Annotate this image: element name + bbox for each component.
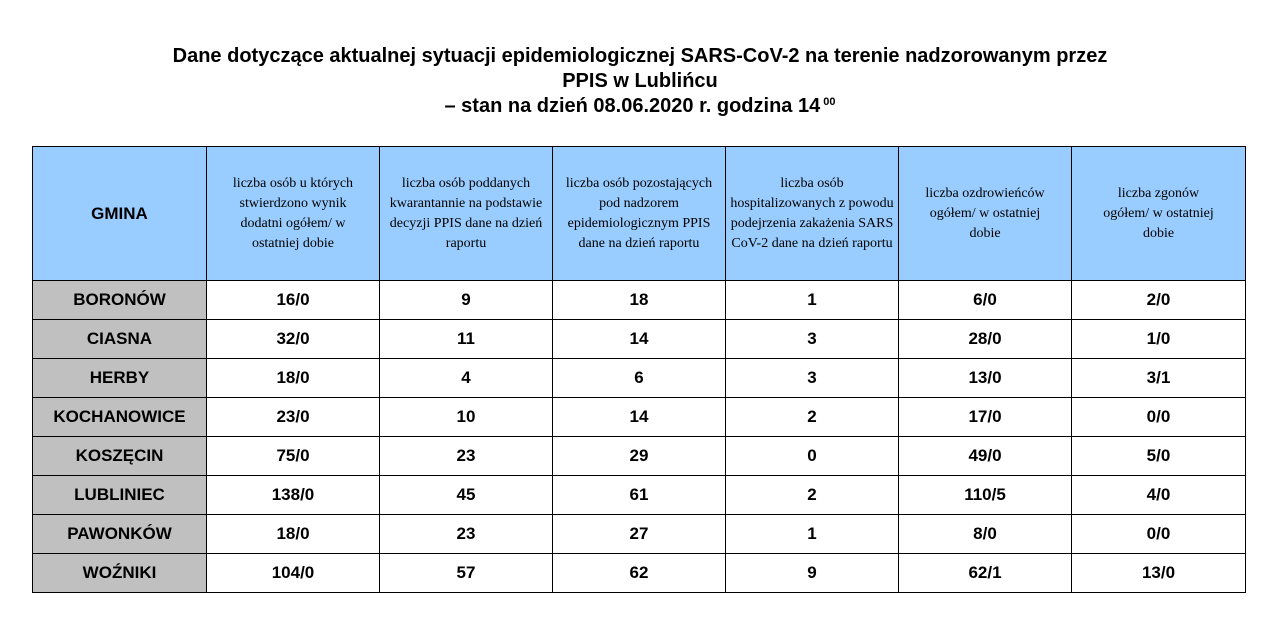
cell-recovered: 62/1 xyxy=(899,554,1072,593)
cell-quarantine: 57 xyxy=(380,554,553,593)
cell-deaths: 1/0 xyxy=(1072,320,1246,359)
cell-quarantine: 11 xyxy=(380,320,553,359)
cell-supervision: 14 xyxy=(553,320,726,359)
gmina-name-cell: BORONÓW xyxy=(33,281,207,320)
cell-supervision: 29 xyxy=(553,437,726,476)
table-row xyxy=(33,554,1246,593)
cell-supervision: 62 xyxy=(553,554,726,593)
cell-supervision: 18 xyxy=(553,281,726,320)
cell-hospitalized: 3 xyxy=(726,320,899,359)
table-row xyxy=(33,437,1246,476)
cell-positive-cases: 138/0 xyxy=(207,476,380,515)
table-row xyxy=(33,476,1246,515)
epidemic-data-table xyxy=(32,146,1246,593)
cell-recovered: 110/5 xyxy=(899,476,1072,515)
cell-supervision: 6 xyxy=(553,359,726,398)
table-row xyxy=(33,398,1246,437)
cell-deaths: 4/0 xyxy=(1072,476,1246,515)
cell-hospitalized: 2 xyxy=(726,476,899,515)
cell-recovered: 28/0 xyxy=(899,320,1072,359)
cell-hospitalized: 1 xyxy=(726,515,899,554)
cell-recovered: 6/0 xyxy=(899,281,1072,320)
cell-quarantine: 45 xyxy=(380,476,553,515)
table-row xyxy=(33,359,1246,398)
cell-supervision: 61 xyxy=(553,476,726,515)
gmina-name-cell: KOSZĘCIN xyxy=(33,437,207,476)
cell-hospitalized: 9 xyxy=(726,554,899,593)
cell-recovered: 8/0 xyxy=(899,515,1072,554)
cell-hospitalized: 0 xyxy=(726,437,899,476)
cell-deaths: 0/0 xyxy=(1072,398,1246,437)
cell-quarantine: 10 xyxy=(380,398,553,437)
title-line-3 xyxy=(0,94,1276,119)
gmina-name-cell: HERBY xyxy=(33,359,207,398)
gmina-name-cell: WOŹNIKI xyxy=(33,554,207,593)
cell-quarantine: 4 xyxy=(380,359,553,398)
table-header-row xyxy=(33,147,1246,281)
cell-deaths: 2/0 xyxy=(1072,281,1246,320)
column-header-recovered: liczba ozdrowieńców ogółem/ w ostatniej dobie xyxy=(899,147,1072,281)
cell-positive-cases: 75/0 xyxy=(207,437,380,476)
gmina-name-cell: CIASNA xyxy=(33,320,207,359)
cell-recovered: 13/0 xyxy=(899,359,1072,398)
cell-positive-cases: 18/0 xyxy=(207,359,380,398)
column-header-positive-cases: liczba osób u których stwierdzono wynik dodatni ogółem/ w ostatniej dobie xyxy=(207,147,380,281)
column-header-supervision: liczba osób pozostających pod nadzorem epidemiologicznym PPIS dane na dzień raportu xyxy=(553,147,726,281)
cell-positive-cases: 104/0 xyxy=(207,554,380,593)
title-line-1: Dane dotyczące aktualnej sytuacji epidemiologicznej SARS-CoV-2 na terenie nadzorowanym przez xyxy=(172,45,1108,67)
cell-quarantine: 23 xyxy=(380,515,553,554)
column-header-deaths: liczba zgonów ogółem/ w ostatniej dobie xyxy=(1072,147,1246,281)
cell-recovered: 17/0 xyxy=(899,398,1072,437)
cell-positive-cases: 16/0 xyxy=(207,281,380,320)
column-header-hospitalized: liczba osób hospitalizowanych z powodu podejrzenia zakażenia SARS CoV-2 dane na dzień raportu xyxy=(726,147,899,281)
table-row xyxy=(33,281,1246,320)
cell-hospitalized: 1 xyxy=(726,281,899,320)
table-row xyxy=(33,320,1246,359)
cell-quarantine: 23 xyxy=(380,437,553,476)
cell-positive-cases: 23/0 xyxy=(207,398,380,437)
cell-deaths: 3/1 xyxy=(1072,359,1246,398)
cell-deaths: 5/0 xyxy=(1072,437,1246,476)
gmina-name-cell: PAWONKÓW xyxy=(33,515,207,554)
gmina-name-cell: LUBLINIEC xyxy=(33,476,207,515)
column-header-gmina: GMINA xyxy=(33,147,207,281)
cell-supervision: 14 xyxy=(553,398,726,437)
gmina-name-cell: KOCHANOWICE xyxy=(33,398,207,437)
cell-quarantine: 9 xyxy=(380,281,553,320)
table-body xyxy=(33,281,1246,593)
cell-positive-cases: 18/0 xyxy=(207,515,380,554)
table-row xyxy=(33,515,1246,554)
cell-recovered: 49/0 xyxy=(899,437,1072,476)
cell-deaths: 13/0 xyxy=(1072,554,1246,593)
cell-hospitalized: 2 xyxy=(726,398,899,437)
cell-hospitalized: 3 xyxy=(726,359,899,398)
cell-deaths: 0/0 xyxy=(1072,515,1246,554)
cell-supervision: 27 xyxy=(553,515,726,554)
page-title xyxy=(0,44,1276,119)
title-date-text: – stan na dzień 08.06.2020 r. godzina 14 xyxy=(444,95,821,117)
title-line-2: PPIS w Lublińcu xyxy=(562,70,718,92)
title-hour-superscript: 00 xyxy=(823,96,836,108)
column-header-quarantine: liczba osób poddanych kwarantannie na podstawie decyzji PPIS dane na dzień raportu xyxy=(380,147,553,281)
cell-positive-cases: 32/0 xyxy=(207,320,380,359)
